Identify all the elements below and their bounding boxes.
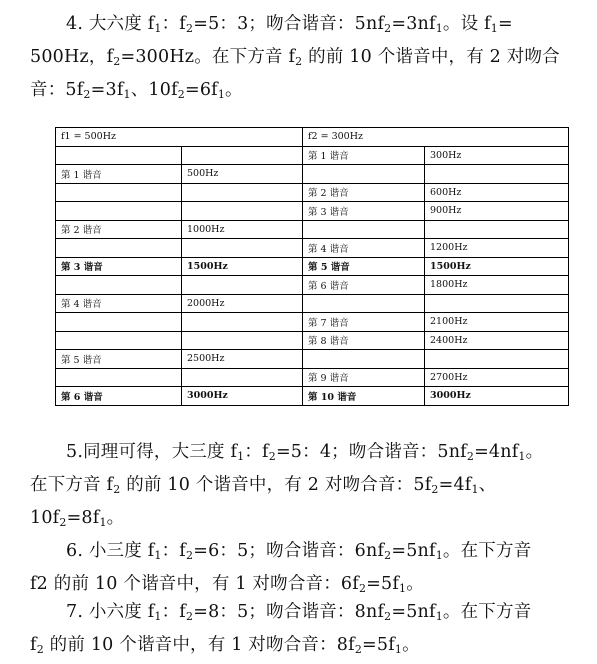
table-row: 第 7 谐音 2100Hz [56, 313, 569, 332]
table-row: 第 3 谐音 900Hz [56, 202, 569, 221]
table-row: 第 4 谐音 2000Hz [56, 294, 569, 313]
paragraph-minor-third: 6. 小三度 $f_1$：$f_2=6$：5；吻合谐音：$6nf_2=5nf_1$。在下方音 f2 的前 10 个谐音中，有 1 对吻合音：$6f_2=5f_1$。 [30, 541, 532, 595]
table-row-coincident: 第 3 谐音 1500Hz 第 5 谐音 1500Hz [56, 257, 569, 276]
table-row: 第 9 谐音 2700Hz [56, 368, 569, 387]
paragraph-minor-sixth: 7. 小六度 $f_1$：$f_2=8$：5；吻合谐音：$8nf_2=5nf_1$。在下方音 $f_2$ 的前 10 个谐音中，有 1 对吻合音：$8f_2=5f_1$。 [30, 602, 532, 656]
table-row: 第 1 谐音 300Hz [56, 146, 569, 165]
table-row: 第 4 谐音 1200Hz [56, 239, 569, 258]
paragraph-major-sixth: 4. 大六度 $f_1$：$f_2=5$：3；吻合谐音：$5nf_2=3nf_1$。设 $f_1=$ 500Hz，$f_2=300Hz$。在下方音 $f_2$ 的前 10 个谐音中，有 2 对吻合 音：$5f_2=3f_1$、$10f_2=6f_1$。 [30, 14, 560, 101]
paragraph-major-third: 5.同理可得，大三度 $f_1$：$f_2=5$：4；吻合谐音：$5nf_2=4nf_1$。 在下方音 $f_2$ 的前 10 个谐音中，有 2 对吻合音：$5f_2=4f_1$、 $10f_2=8f_1$。 [30, 442, 544, 529]
table-header-row [56, 128, 569, 147]
table-row: 第 8 谐音 2400Hz [56, 331, 569, 350]
header-f2: f2 = 300Hz [303, 128, 569, 147]
table-row: 第 2 谐音 600Hz [56, 183, 569, 202]
table-row: 第 1 谐音 500Hz [56, 165, 569, 184]
table-row: 第 5 谐音 2500Hz [56, 350, 569, 369]
table-row-coincident: 第 6 谐音 3000Hz 第 10 谐音 3000Hz [56, 387, 569, 406]
text: 4. 大六度 f [66, 14, 155, 34]
harmonics-table [55, 127, 569, 406]
header-f1: f1 = 500Hz [56, 128, 303, 147]
table-row: 第 6 谐音 1800Hz [56, 276, 569, 295]
table-row: 第 2 谐音 1000Hz [56, 220, 569, 239]
